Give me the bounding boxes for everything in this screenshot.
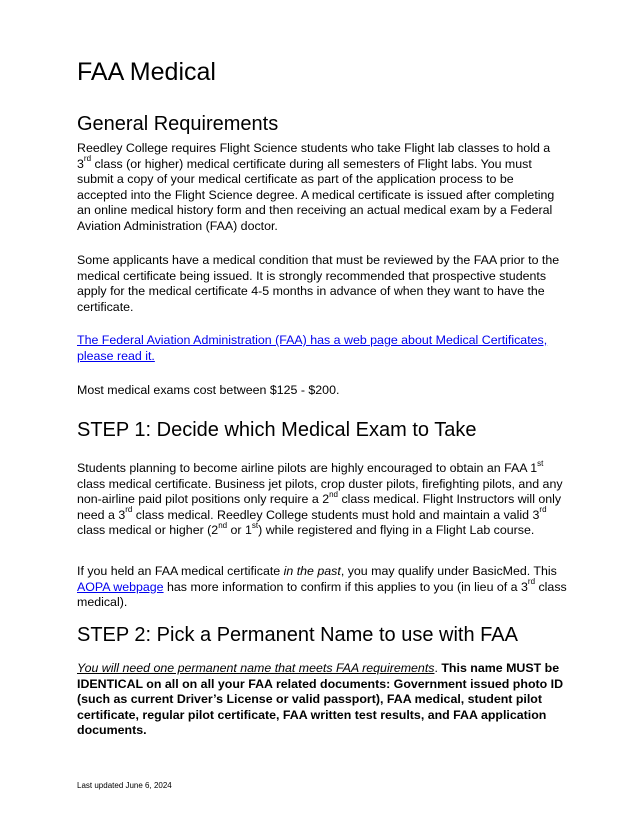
text: class medical). xyxy=(77,579,567,609)
text: class medical or higher (2 xyxy=(77,523,219,537)
superscript: nd xyxy=(218,520,228,530)
superscript: nd xyxy=(329,489,339,499)
text: has more information to confirm if this applies to you (in lieu of a 3 xyxy=(163,579,528,594)
text: If you held an FAA medical certificate xyxy=(77,564,284,578)
superscript: rd xyxy=(125,505,133,515)
superscript: rd xyxy=(83,154,92,164)
text: class medical certificate. Business jet pilots, crop duster pilots, firefighting pilots, and any non-airline paid pilot positions only require a 2 xyxy=(77,476,563,506)
text: ) while registered and flying in a Flight Lab course. xyxy=(258,523,535,537)
italic-text: in the past xyxy=(283,564,341,578)
text: Students planning to become airline pilots are highly encouraged to obtain an FAA 1 xyxy=(77,461,538,475)
text: Reedley College requires Flight Science students who take Flight lab classes to hold a 3 xyxy=(77,141,551,171)
aopa-webpage-link[interactable]: AOPA webpage xyxy=(77,579,164,594)
step2-heading: STEP 2: Pick a Permanent Name to use with FAA xyxy=(77,624,518,646)
text: , you may qualify under BasicMed. This xyxy=(340,564,557,578)
faa-medical-link-paragraph xyxy=(77,333,567,364)
step1-paragraph-2 xyxy=(77,564,567,611)
superscript: rd xyxy=(539,505,547,515)
underlined-italic-text: You will need one permanent name that meets FAA requirements xyxy=(77,661,435,675)
text: class medical. Reedley College students must hold and maintain a valid 3 xyxy=(132,507,540,522)
text: . xyxy=(434,661,442,675)
page-title: FAA Medical xyxy=(77,58,216,86)
text: class medical. Flight Instructors will only need a 3 xyxy=(77,492,562,522)
exam-cost-text: Most medical exams cost between $125 - $200. xyxy=(77,383,340,397)
last-updated-footer: Last updated June 6, 2024 xyxy=(77,781,172,790)
general-paragraph-1 xyxy=(77,141,567,234)
step1-paragraph-1 xyxy=(77,458,567,539)
step2-paragraph xyxy=(77,661,567,739)
step1-heading: STEP 1: Decide which Medical Exam to Take xyxy=(77,419,477,441)
bold-text: This name MUST be IDENTICAL on all on all your FAA related documents: Government issued photo ID (such as current Driver’s License or valid passport), FAA medical, student pilot certificate, regular pilot certificate, FAA written test results, and FAA application documents. xyxy=(77,661,564,737)
superscript: st xyxy=(251,520,259,530)
faa-medical-certificates-link[interactable]: The Federal Aviation Administration (FAA) has a web page about Medical Certificates, please read it. xyxy=(77,333,548,363)
general-requirements-heading: General Requirements xyxy=(77,113,279,135)
general-paragraph-2: Some applicants have a medical condition that must be reviewed by the FAA prior to the medical certificate being issued. It is strongly recommended that prospective students apply for the medical certificate 4-5 months in advance of when they want to have the certificate. xyxy=(77,253,560,314)
text: class (or higher) medical certificate during all semesters of Flight labs. You must submit a copy of your medical certificate as part of the application process to be accepted into the Flight Science degree. A medical certificate is issued after completing an online medical history form and then receiving an actual medical exam by a Federal Aviation Administration (FAA) doctor. xyxy=(77,156,555,233)
superscript: rd xyxy=(527,577,536,587)
text: or 1 xyxy=(227,523,252,537)
superscript: st xyxy=(537,458,544,468)
